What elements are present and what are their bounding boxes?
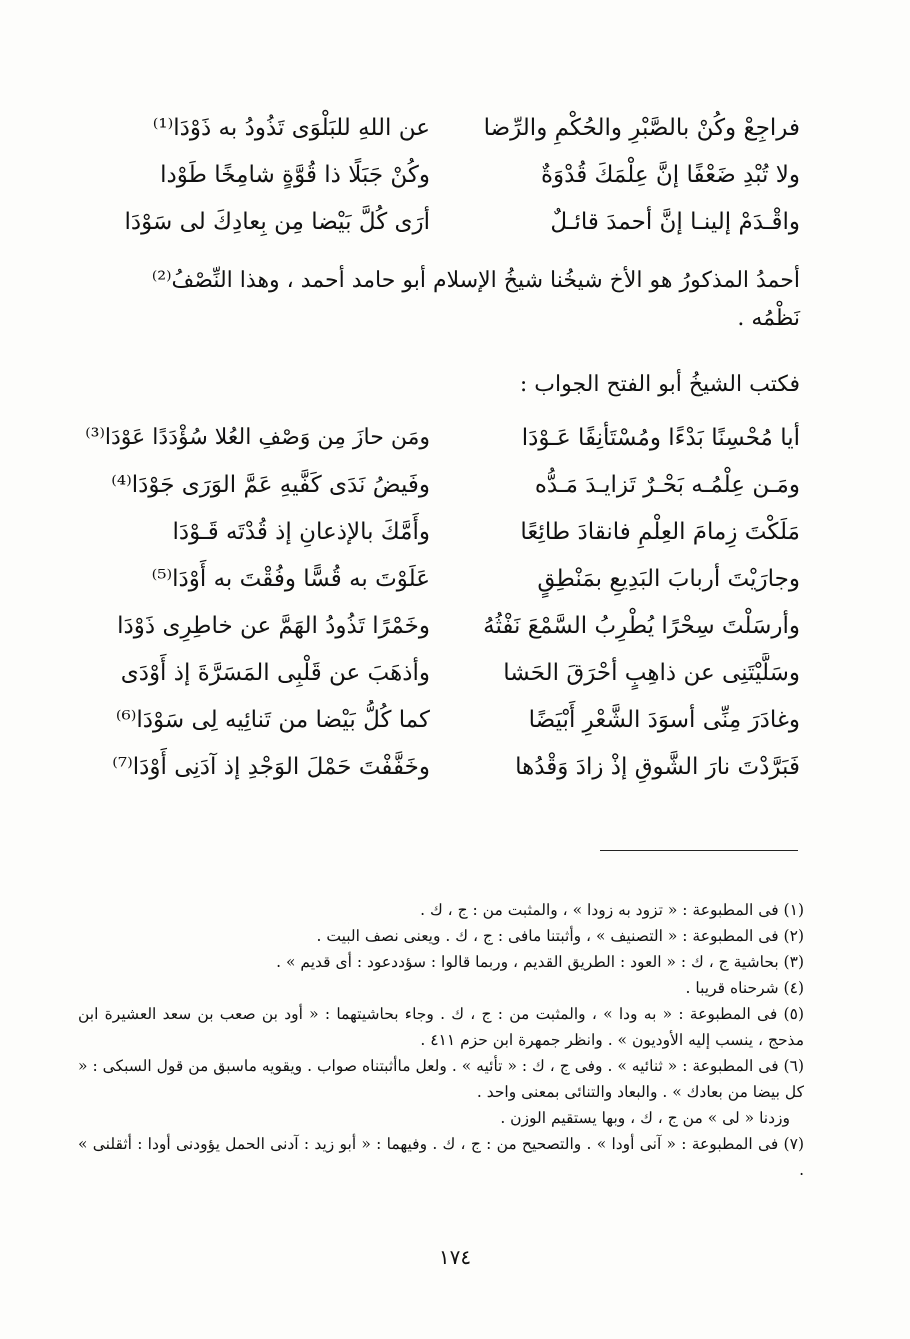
verse-row — [80, 202, 800, 249]
footnote: (٢) فى المطبوعة : « التصنيف » ، وأثبتنا مافى : ج ، ك . ويعنى نصف البيت . — [316, 927, 804, 945]
footnote-continuation: وزدنا « لى » من ج ، ك ، وبها يستقيم الوزن . — [500, 1109, 790, 1127]
verse-row — [80, 606, 800, 653]
hemistich-second: عن اللهِ للبَلْوَى تَذُودُ به ذَوْدَا⁽¹⁾ — [152, 115, 430, 141]
verse-row — [80, 418, 800, 465]
poem-reply — [80, 418, 800, 794]
poem-top — [80, 108, 800, 249]
footnote: (٣) بحاشية ج ، ك : « العود : الطريق القديم ، وربما قالوا : سؤددعود : أى قديم » . — [276, 953, 804, 971]
verse-row — [80, 155, 800, 202]
verse-row — [80, 465, 800, 512]
hemistich-first: فَبَرَّدْتَ نارَ الشَّوقِ إذْ زادَ وَقْدُها — [515, 754, 800, 780]
footnote: (٥) فى المطبوعة : « به ودا » ، والمثبت من : ج ، ك . وجاء بحاشيتهما : « أود بن صعب بن سعد العشيرة ابن مذحج ، ينسب إليه الأوديون » . وانظر جمهرة ابن حزم ٤١١ . — [78, 1005, 804, 1049]
verse-row — [80, 559, 800, 606]
footnote: (٦) فى المطبوعة : « ثنائيه » . وفى ج ، ك : « تأئيه » . ولعل ماأثبتناه صواب . ويقويه ماسبق من قول السبكى : « كل بيضا من بعادك » . والبعاد والتنائى بمعنى واحد . — [78, 1057, 804, 1101]
hemistich-first: وجارَيْتَ أربابَ البَدِيعِ بمَنْطِقٍ — [537, 566, 800, 592]
footnote: (٤) شرحناه قريبا . — [685, 979, 804, 997]
footnote-divider — [600, 850, 798, 851]
footnotes — [78, 897, 804, 1183]
prose-paragraph — [80, 262, 800, 338]
hemistich-second: كما كُلُّ بَيْضا من تَنائِيه لِى سَوْدَا⁽⁶⁾ — [115, 707, 430, 733]
verse-row — [80, 747, 800, 794]
hemistich-first: أيا مُحْسِنًا بَدْءًا ومُسْتَأنِفًا عَـوْدَا — [521, 425, 800, 451]
prose-line: نَظْمُه . — [737, 306, 800, 331]
verse-row — [80, 700, 800, 747]
hemistich-first: وأرسَلْتَ سِحْرًا يُطْرِبُ السَّمْعَ نَفْثُهُ — [483, 613, 800, 639]
hemistich-first: وسَلَّيْتَنِى عن ذاهِبٍ أحْرَقَ الحَشا — [503, 660, 800, 686]
hemistich-second: وفَيضُ نَدَى كَفَّيهِ عَمَّ الوَرَى جَوْدَا⁽⁴⁾ — [111, 472, 430, 498]
hemistich-second: ومَن حازَ مِن وَصْفِ العُلا سُؤْدَدًا عَوْدَا⁽³⁾ — [85, 425, 430, 450]
hemistich-second: وخَفَّفْتَ حَمْلَ الوَجْدِ إذ آدَنِى أَوْدَا⁽⁷⁾ — [112, 754, 430, 780]
hemistich-second: عَلَوْتَ به قُسًّا وفُقْتَ به أَوْدَا⁽⁵⁾ — [151, 566, 430, 592]
footnote: (٧) فى المطبوعة : « آنى أودا » . والتصحيح من : ج ، ك . وفيهما : « أبو زيد : آدنى الحمل يؤودنى أودا : أثقلنى » . — [78, 1135, 804, 1179]
page-number: ١٧٤ — [438, 1245, 472, 1269]
hemistich-first: ولا تُبْدِ ضَعْفًا إنَّ عِلْمَكَ قُدْوَةٌ — [541, 162, 800, 188]
footnote: (١) فى المطبوعة : « تزود به زودا » ، والمثبت من : ج ، ك . — [420, 901, 804, 919]
hemistich-second: أرَى كُلَّ بَيْضا مِن بِعادِكَ لى سَوْدَا — [124, 209, 430, 235]
verse-row — [80, 512, 800, 559]
hemistich-first: واقْـدَمْ إلينـا إنَّ أحمدَ قائـلٌ — [550, 209, 800, 235]
hemistich-first: مَلَكْتَ زِمامَ العِلْمِ فانقادَ طائِعًا — [520, 519, 800, 545]
prose-line: أحمدُ المذكورُ هو الأخ شيخُنا شيخُ الإسلام أبو حامد أحمد ، وهذا النِّصْفُ⁽²⁾ — [151, 268, 800, 293]
verse-row — [80, 653, 800, 700]
hemistich-second: وكُنْ جَبَلًا ذا قُوَّةٍ شامِخًا طَوْدا — [160, 162, 430, 188]
hemistich-second: وخَمْرًا تَذُودُ الهَمَّ عن خاطِرِى ذَوْدَا — [117, 613, 430, 639]
hemistich-first: ومَـن عِلْمُـه بَحْـرٌ تَزايـدَ مَـدُّه — [534, 472, 800, 498]
hemistich-second: وأذهَبَ عن قَلْبِى المَسَرَّةَ إذ أَوْدَى — [120, 660, 430, 686]
hemistich-first: وغادَرَ مِنِّى أسوَدَ الشَّعْرِ أَبْيَضًا — [528, 707, 800, 733]
verse-row — [80, 108, 800, 155]
hemistich-second: وأَمَّكَ بالإذعانِ إذ قُدْتَه قَـوْدَا — [172, 519, 430, 545]
reply-intro: فكتب الشيخُ أبو الفتح الجواب : — [519, 372, 800, 397]
hemistich-first: فراجِعْ وكُنْ بالصَّبْرِ والحُكْمِ والرِّضا — [483, 115, 800, 141]
